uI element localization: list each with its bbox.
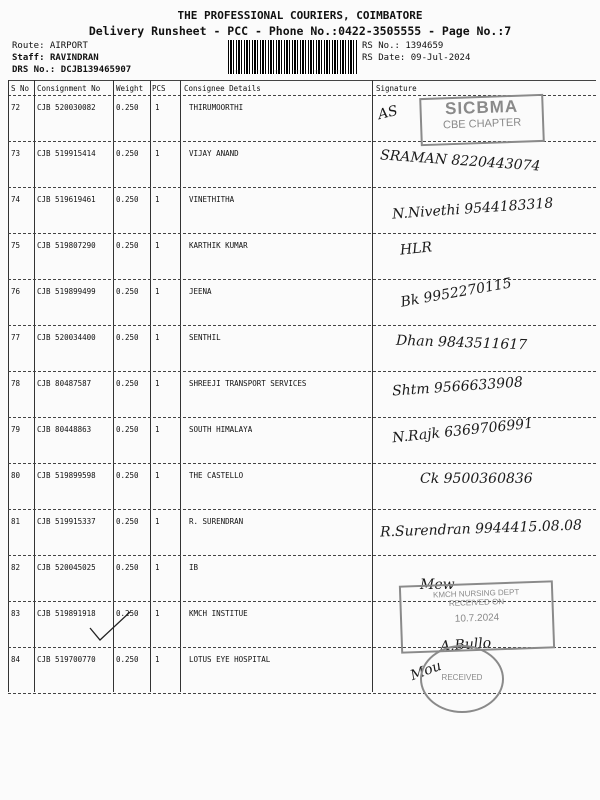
row-consignment-no: CJB 520030082 [37, 103, 96, 112]
row-sno: 80 [11, 471, 21, 480]
row-consignee: LOTUS EYE HOSPITAL [189, 655, 271, 664]
staff-label: Staff: [12, 53, 45, 63]
row-weight: 0.250 [116, 563, 139, 572]
row-sno: 73 [11, 149, 21, 158]
stamp-title: SICBMA [444, 96, 519, 119]
row-weight: 0.250 [116, 655, 139, 664]
row-consignment-no: CJB 520034400 [37, 333, 96, 342]
row-consignment-no: CJB 80487587 [37, 379, 92, 388]
staff-name: RAVINDRAN [49, 53, 99, 63]
row-signature: A.Bullo [439, 635, 492, 655]
rs-number: RS No.: 1394659 [362, 41, 444, 51]
row-divider [8, 555, 596, 556]
row-consignee: VINETHITHA [189, 195, 235, 204]
row-consignment-no: CJB 519915414 [37, 149, 96, 158]
row-weight: 0.250 [116, 195, 139, 204]
row-signature: R.Surendran 9944415.08.08 [379, 517, 583, 541]
row-consignee: IB [189, 563, 199, 572]
row-pcs: 1 [155, 471, 160, 480]
row-signature: Shtm 9566633908 [391, 374, 524, 400]
drs-label: DRS No.: [12, 65, 56, 75]
row-consignee: SOUTH HIMALAYA [189, 425, 253, 434]
row-sno: 76 [11, 287, 21, 296]
checkmark-icon [88, 610, 133, 645]
row-consignment-no: CJB 80448863 [37, 425, 92, 434]
row-consignment-no: CJB 519891918 [37, 609, 96, 618]
col-header-signature: Signature [376, 84, 417, 93]
received-stamp-line1: KMCH NURSING DEPT [432, 587, 520, 600]
row-weight: 0.250 [116, 149, 139, 158]
row-consignee: SHREEJI TRANSPORT SERVICES [189, 379, 307, 388]
received-stamp [399, 580, 555, 653]
row-weight: 0.250 [116, 609, 139, 618]
row-pcs: 1 [155, 149, 160, 158]
col-header-weight: Weight [116, 84, 144, 93]
round-seal-text: RECEIVED [441, 673, 483, 682]
row-divider [8, 509, 596, 510]
row-sno: 79 [11, 425, 21, 434]
row-consignee: KMCH INSTITUE [189, 609, 248, 618]
row-divider [8, 371, 596, 372]
row-sno: 72 [11, 103, 21, 112]
row-divider [8, 233, 596, 234]
row-consignee: R. SURENDRAN [189, 517, 244, 526]
row-consignment-no: CJB 519899499 [37, 287, 96, 296]
row-weight: 0.250 [116, 103, 139, 112]
row-consignee: KARTHIK KUMAR [189, 241, 248, 250]
row-consignee: SENTHIL [189, 333, 221, 342]
row-signature: Mew [420, 577, 455, 593]
row-pcs: 1 [155, 333, 160, 342]
col-header-sno: S No [11, 84, 30, 93]
sicbma-stamp [419, 94, 545, 146]
row-sno: 77 [11, 333, 21, 342]
row-consignment-no: CJB 520045025 [37, 563, 96, 572]
row-weight: 0.250 [116, 287, 139, 296]
barcode [228, 40, 358, 74]
row-weight: 0.250 [116, 379, 139, 388]
row-sno: 81 [11, 517, 21, 526]
row-pcs: 1 [155, 241, 160, 250]
row-consignment-no: CJB 519899598 [37, 471, 96, 480]
row-sno: 83 [11, 609, 21, 618]
row-pcs: 1 [155, 379, 160, 388]
row-consignment-no: CJB 519915337 [37, 517, 96, 526]
stamp-subtitle: CBE CHAPTER [442, 116, 522, 132]
col-header-pcs: PCS [152, 84, 166, 93]
row-signature: Bk 9952270115 [399, 275, 513, 311]
runsheet-title: THE PROFESSIONAL COURIERS, COIMBATORE [177, 9, 423, 22]
row-weight: 0.250 [116, 425, 139, 434]
drs-line [12, 65, 131, 75]
row-signature: Ck 9500360836 [420, 471, 533, 487]
row-weight: 0.250 [116, 517, 139, 526]
row-sno: 82 [11, 563, 21, 572]
row-sno: 74 [11, 195, 21, 204]
row-pcs: 1 [155, 609, 160, 618]
col-header-consignment: Consignment No [37, 84, 101, 93]
row-sno: 84 [11, 655, 21, 664]
row-divider [8, 463, 596, 464]
staff-line [12, 53, 99, 63]
row-pcs: 1 [155, 195, 160, 204]
row-consignee: VIJAY ANAND [189, 149, 239, 158]
runsheet-subtitle: Delivery Runsheet - PCC - Phone No.:0422-3505555 - Page No.:7 [88, 24, 512, 38]
row-divider [8, 325, 596, 326]
row-weight: 0.250 [116, 471, 139, 480]
row-signature: AS [376, 102, 400, 124]
row-pcs: 1 [155, 425, 160, 434]
rs-date: RS Date: 09-Jul-2024 [362, 53, 471, 63]
row-consignee: THE CASTELLO [189, 471, 244, 480]
row-signature: Mou [408, 658, 444, 684]
row-consignee: THIRUMOORTHI [189, 103, 244, 112]
row-signature: N.Nivethi 9544183318 [391, 195, 554, 223]
row-consignee: JEENA [189, 287, 212, 296]
row-consignment-no: CJB 519700770 [37, 655, 96, 664]
drs-number: DCJB139465907 [60, 65, 132, 75]
row-sno: 75 [11, 241, 21, 250]
route-label: Route: AIRPORT [12, 41, 88, 51]
received-stamp-date: 10.7.2024 [454, 612, 500, 625]
row-weight: 0.250 [116, 333, 139, 342]
col-header-consignee: Consignee Details [184, 84, 261, 93]
row-divider [8, 693, 596, 694]
row-signature: SRAMAN 8220443074 [379, 147, 541, 175]
row-divider [8, 187, 596, 188]
row-consignment-no: CJB 519619461 [37, 195, 96, 204]
row-weight: 0.250 [116, 241, 139, 250]
row-pcs: 1 [155, 655, 160, 664]
row-signature: N.Rajk 6369706991 [391, 415, 534, 447]
row-pcs: 1 [155, 103, 160, 112]
row-pcs: 1 [155, 563, 160, 572]
row-sno: 78 [11, 379, 21, 388]
table-top-rule [8, 80, 596, 81]
row-signature: Dhan 9843511617 [395, 332, 528, 354]
row-pcs: 1 [155, 517, 160, 526]
row-pcs: 1 [155, 287, 160, 296]
received-stamp-line2: RECEIVED ON [448, 597, 505, 608]
row-signature: HLR [399, 239, 433, 259]
round-seal [420, 645, 504, 713]
row-consignment-no: CJB 519807290 [37, 241, 96, 250]
